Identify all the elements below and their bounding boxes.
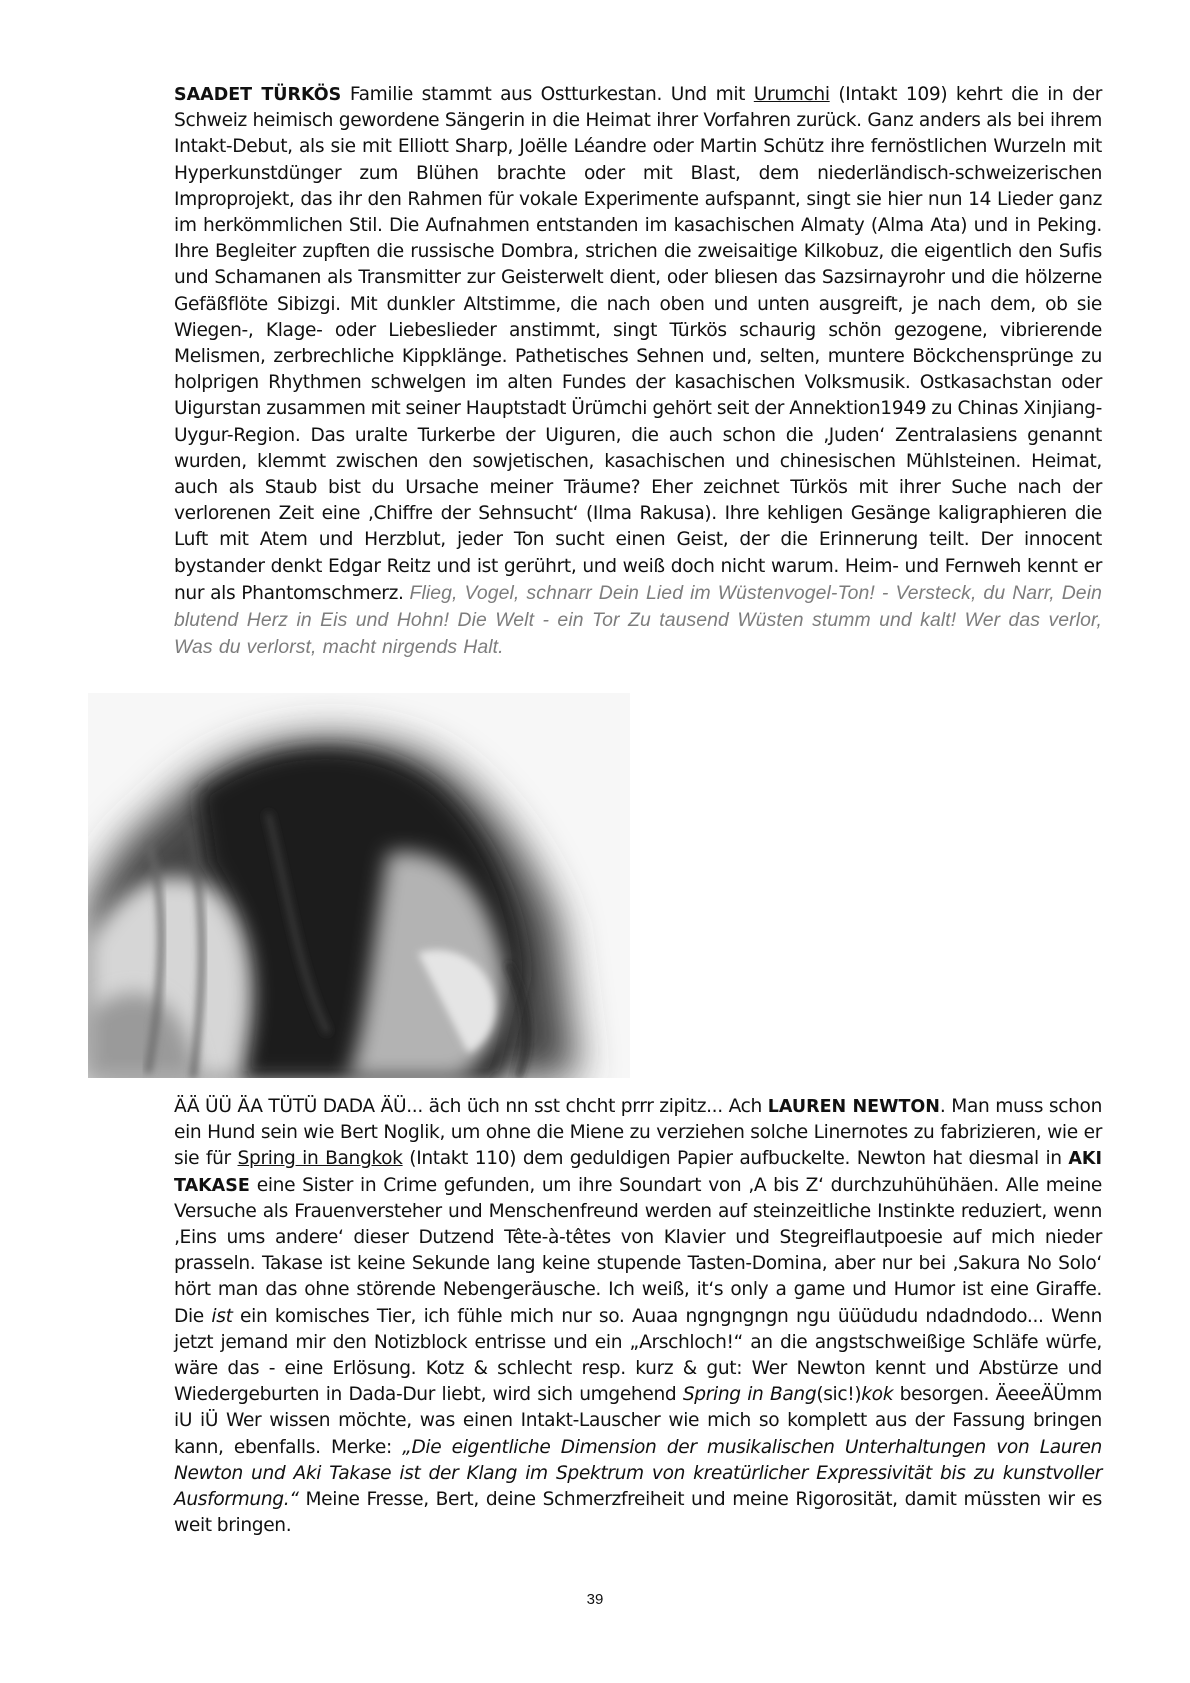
artist-name: SAADET TÜRKÖS [174, 85, 342, 105]
artist-name: LAUREN NEWTON [767, 1097, 940, 1117]
emphasis: ist [211, 1305, 233, 1327]
review-text: ein komisches Tier, ich fühle mich nur so. Auaa ngngngngn ngu üüüdudu ndadndodo... Wenn jetzt jemand mir den Notizblock entrisse und ein „Arschloch!“ an die angstschweißige Schläfe würfe, wäre das - eine Erlösung. Kotz & schlecht resp. kurz & gut: Wer Newton kennt und Abstürze und Wiedergeburten in Dada-Dur liebt, wird sich umgehend [174, 1305, 1102, 1406]
review-text: . Man muss schon ein Hund sein wie Bert Noglik, um ohne die Miene zu verziehen solche Linernotes zu fabrizieren, wie er sie für [174, 1096, 1103, 1170]
review-text: besorgen. ÄeeeÄÜmm iU iÜ Wer wissen möchte, was einen Intakt-Lauscher wie mich so komplett aus der Fassung bringen kann, ebenfalls. Merke: [174, 1384, 1102, 1458]
artist-name: AKI TAKASE [174, 1149, 1102, 1196]
review-text: eine Sister in Crime gefunden, um ihre Soundart von ‚A bis Z‘ durchzuhühühäen. Alle meine Versuche als Frauenversteher und Menschenfreund werden auf steinzeitliche Instinkte reduziert, wenn ‚Eins ums andere‘ dieser Dutzend Tête-à-têtes von Klavier und Stegreiflautpoesie auf mich nieder prasseln. Takase ist keine Sekunde lang keine stupende Tasten-Domina, aber nur bei ‚Sakura No Solo‘ hört man das ohne störende Nebengeräusche. Ich weiß, it‘s only a game und Humor ist eine Giraffe. Die [174, 1174, 1102, 1327]
review-text: Familie stammt aus Ostturkestan. Und mit [341, 84, 754, 105]
sic-note: (sic!) [816, 1384, 862, 1406]
album-title-italic: kok [861, 1384, 894, 1406]
portrait-photo [88, 693, 630, 1078]
review-text: (Intakt 109) kehrt die in der Schweiz heimisch gewordene Sängerin in die Heimat ihrer Vorfahren zurück. Ganz anders als bei ihrem Intakt-Debut, als sie mit Elliott Sharp, Joëlle Léandre oder Martin Schütz ihre fernöstlichen Wurzeln mit Hyperkunstdünger zum Blühen brachte oder mit Blast, dem niederländisch-schweizerischen Improprojekt, das ihr den Rahmen für vokale Experimente aufspannt, singt sie hier nun 14 Lieder ganz im herkömmlichen Stil. Die Aufnahmen entstanden im kasachischen Almaty (Alma Ata) und in Peking. Ihre Begleiter zupften die russische Dombra, strichen die zweisaitige Kilkobuz, die eigentlich den Sufis und Schamanen als Transmitter zur Geisterwelt dient, oder bliesen das Sazsirnayrohr und die hölzerne Gefäßflöte Sibizgi. Mit dunkler Altstimme, die nach oben und unten ausgreift, je nach dem, ob sie Wiegen-, Klage- oder Liebeslieder anstimmt, singt Türkös schaurig schön gezogene, vibrierende Melismen, zerbrechliche Kippklänge. Pathetisches Sehnen und, selten, muntere Böckchensprünge zu holprigen Rhythmen schwelgen im alten Fundes der kasachischen Volksmusik. Ostkasachstan oder Uigurstan zusammen mit seiner Hauptstadt Ürümchi gehört seit der Annektion1949 zu Chinas Xinjiang-Uygur-Region. Das uralte Turkerbe der Uiguren, die auch schon die ‚Juden‘ Zentralasiens genannt wurden, klemmt zwischen den sowjetischen, kasachischen und chinesischen Mühlsteinen. Heimat, auch als Staub bist du Ursache meiner Träume? Eher zeichnet Türkös mit ihrer Suche nach der verlorenen Zeit eine ‚Chiffre der Sehnsucht‘ (Ilma Rakusa). Ihre kehligen Gesänge kaligraphieren die Luft mit Atem und Herzblut, jeder Ton sucht einen Geist, der die Erinnerung teilt. Der innocent bystander denkt Edgar Reitz und ist gerührt, und weiß doch nicht warum. Heim- und Fernweh kennt er nur als Phantomschmerz. [174, 84, 1102, 604]
review-lauren-newton [174, 1094, 1102, 1539]
portrait-photo-icon [88, 693, 630, 1078]
review-text: ÄÄ ÜÜ ÄA TÜTÜ DADA ÄÜ... äch üch nn sst chcht prrr zipitz... Ach [174, 1096, 768, 1117]
review-text: (Intakt 110) dem geduldigen Papier aufbuckelte. Newton hat diesmal in [402, 1148, 1069, 1170]
page-number: 39 [586, 1591, 604, 1608]
liner-notes-quote: „Die eigentliche Dimension der musikalischen Unterhaltungen von Lauren Newton und Aki Takase ist der Klang im Spektrum von kreatürlicher Expressivität bis zu kunstvoller Ausformung.“ [174, 1436, 1102, 1511]
album-title: Urumchi [753, 84, 830, 105]
album-title-italic: Spring in Bang [682, 1384, 817, 1406]
album-title: Spring in Bangkok [237, 1148, 403, 1170]
review-text: Meine Fresse, Bert, deine Schmerzfreiheit und meine Rigorosität, damit müssten wir es weit bringen. [174, 1489, 1102, 1537]
poem-quote: Flieg, Vogel, schnarr Dein Lied im Wüstenvogel-Ton! - Versteck, du Narr, Dein blutend Herz in Eis und Hohn! Die Welt - ein Tor Zu tausend Wüsten stumm und kalt! Wer das verlor, Was du verlorst, macht nirgends Halt. [174, 581, 1102, 659]
review-saadet-turkos [174, 82, 1102, 661]
